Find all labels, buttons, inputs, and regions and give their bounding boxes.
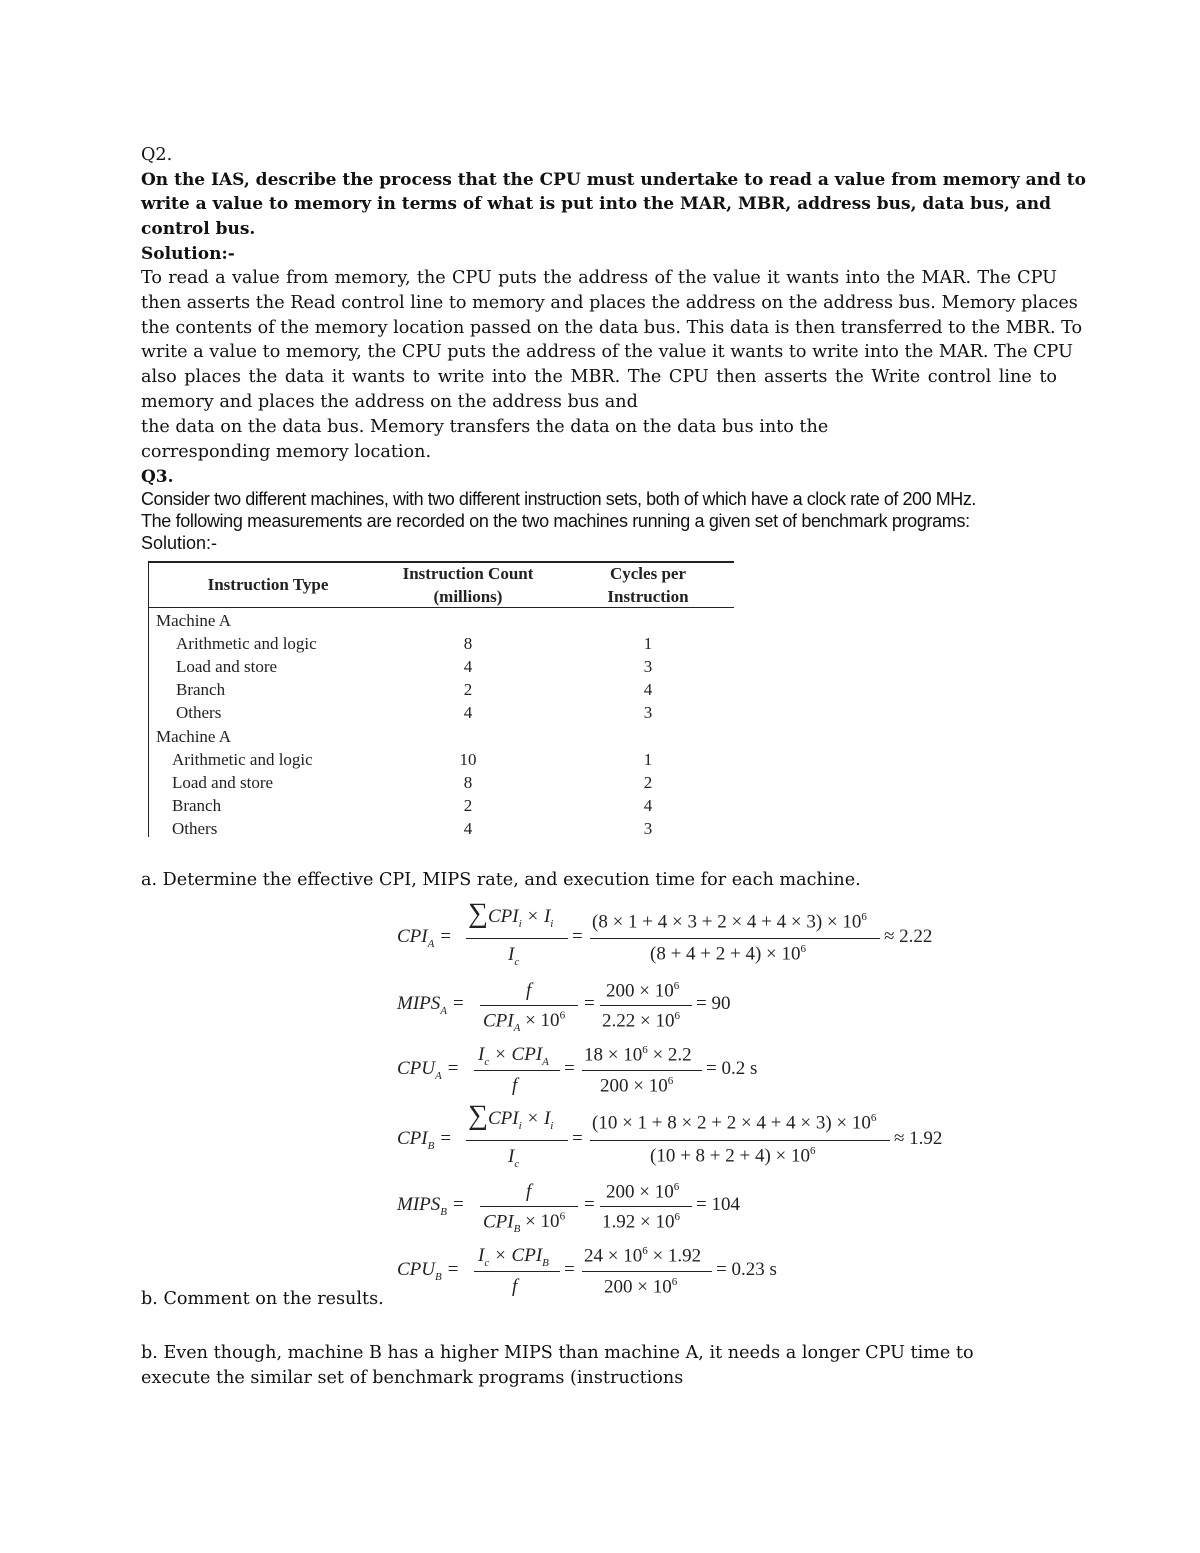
q2-answer-line-3: the contents of the memory location passed on the data bus. This data is then transferred to the MBR. To xyxy=(141,318,1083,338)
q2-answer-line-4: write a value to memory, the CPU puts the address of the value it wants to write into the MAR. The CPU xyxy=(141,342,1073,362)
q2-question-line-1: On the IAS, describe the process that the CPU must undertake to read a value from memory and to xyxy=(141,170,1087,190)
mips-b-num: f xyxy=(526,1181,532,1202)
cpi-b-numerator: $\sum CPI_i \times I_i$ xyxy=(468,1100,554,1132)
q2-answer-line-5: also places the data it wants to write into the MBR. The CPU then asserts the Write control line to xyxy=(141,367,1057,387)
row-cpi: 3 xyxy=(643,819,653,838)
q2-answer-line-6: memory and places the address on the address bus and xyxy=(141,392,638,412)
row-count: 8 xyxy=(463,773,473,792)
mips-a-num: f xyxy=(526,980,532,1001)
row-cpi: 1 xyxy=(643,634,653,653)
mips-b-num2: $200 \times 10^6$ xyxy=(606,1181,680,1203)
row-count: 4 xyxy=(463,819,473,838)
mips-b-den: $CPI_B \times 10^6$ xyxy=(483,1211,566,1236)
cpi-b-result: ≈ 1.92 xyxy=(894,1128,943,1149)
header-instruction-count: Instruction Count xyxy=(402,564,534,583)
cpi-a-bar xyxy=(466,938,568,939)
cpu-b-den: f xyxy=(512,1276,518,1297)
header-instruction-type: Instruction Type xyxy=(207,575,329,594)
cpu-a-bar2 xyxy=(582,1070,702,1071)
cpu-a-bar xyxy=(474,1070,560,1071)
cpu-a-eq: = xyxy=(564,1058,575,1079)
mips-b-result: = 104 xyxy=(696,1194,740,1215)
row-label: Branch xyxy=(172,796,222,815)
mips-a-eq: = xyxy=(584,993,595,1014)
q2-solution-label: Solution:- xyxy=(141,244,235,264)
header-instruction: Instruction xyxy=(607,587,689,606)
row-count: 10 xyxy=(459,750,477,769)
row-cpi: 1 xyxy=(643,750,653,769)
cpi-a-expanded-bar xyxy=(590,938,880,939)
row-count: 2 xyxy=(463,680,473,699)
group-machine-a-1: Machine A xyxy=(156,611,232,630)
cpi-b-denominator: $I_c$ xyxy=(508,1146,520,1170)
mips-b-lhs: $MIPS_B$ = xyxy=(397,1194,465,1218)
cpu-a-den2: $200 \times 10^6$ xyxy=(600,1075,674,1097)
cpu-b-lhs: $CPU_B$ = xyxy=(397,1259,460,1283)
header-cycles-per: Cycles per xyxy=(609,564,686,583)
cpu-a-lhs: $CPU_A$ = xyxy=(397,1058,460,1082)
mips-b-eq: = xyxy=(584,1194,595,1215)
q3-solution-label: Solution:- xyxy=(141,533,218,553)
part-a-question: a. Determine the effective CPI, MIPS rate, and execution time for each machine. xyxy=(141,870,861,890)
q3-label: Q3. xyxy=(141,467,174,487)
group-machine-a-2: Machine A xyxy=(156,727,232,746)
part-b-answer-line-1: b. Even though, machine B has a higher MIPS than machine A, it needs a longer CPU time to xyxy=(141,1343,974,1363)
row-label: Branch xyxy=(176,680,226,699)
q2-answer-line-2: then asserts the Read control line to memory and places the address on the address bus. Memory places xyxy=(141,293,1078,313)
instruction-table xyxy=(148,561,734,837)
cpi-b-bar xyxy=(466,1140,568,1141)
q2-label: Q2. xyxy=(141,145,173,165)
cpi-a-result: ≈ 2.22 xyxy=(884,926,933,947)
cpi-a-lhs: $CPI_A$ = xyxy=(397,926,452,950)
part-b-question: b. Comment on the results. xyxy=(141,1289,384,1309)
mips-a-den: $CPI_A \times 10^6$ xyxy=(483,1010,566,1035)
cpu-b-bar2 xyxy=(582,1271,712,1272)
q2-answer-line-7: the data on the data bus. Memory transfers the data on the data bus into the xyxy=(141,417,829,437)
q2-answer-line-1: To read a value from memory, the CPU puts the address of the value it wants into the MAR. The CPU xyxy=(141,268,1057,288)
cpi-b-eq: = xyxy=(572,1128,583,1149)
mips-a-lhs: $MIPS_A$ = xyxy=(397,993,465,1017)
header-millions: (millions) xyxy=(433,587,503,606)
row-cpi: 4 xyxy=(643,680,653,699)
cpu-b-num: $I_c \times CPI_B$ xyxy=(478,1245,549,1269)
row-count: 4 xyxy=(463,657,473,676)
q2-question-line-2: write a value to memory in terms of what is put into the MAR, MBR, address bus, data bus, and xyxy=(141,194,1052,214)
cpu-b-result: = 0.23 s xyxy=(716,1259,777,1280)
cpi-a-denominator: $I_c$ xyxy=(508,944,520,968)
mips-b-bar xyxy=(480,1206,578,1207)
row-cpi: 3 xyxy=(643,657,653,676)
cpu-b-num2: $24 \times 10^6 \times 1.92$ xyxy=(584,1245,702,1267)
mips-a-bar xyxy=(480,1005,578,1006)
row-label: Arithmetic and logic xyxy=(172,750,313,769)
cpu-a-den: f xyxy=(512,1075,518,1096)
row-label: Load and store xyxy=(176,657,278,676)
row-label: Others xyxy=(176,703,222,722)
mips-b-den2: $1.92 \times 10^6$ xyxy=(602,1211,680,1233)
row-cpi: 4 xyxy=(643,796,653,815)
cpu-b-eq: = xyxy=(564,1259,575,1280)
q3-intro-line-1: Consider two different machines, with two different instruction sets, both of which have a clock rate of 200 MHz. xyxy=(141,489,976,509)
mips-a-num2: $200 \times 10^6$ xyxy=(606,980,680,1002)
q2-answer-line-8: corresponding memory location. xyxy=(141,442,432,462)
table-left-rule xyxy=(148,561,149,837)
cpu-a-num: $I_c \times CPI_A$ xyxy=(478,1044,549,1068)
cpi-a-numerator: $\sum CPI_i \times I_i$ xyxy=(468,898,554,930)
part-b-answer-line-2: execute the similar set of benchmark programs (instructions xyxy=(141,1368,684,1388)
cpu-b-bar xyxy=(474,1271,560,1272)
row-count: 8 xyxy=(463,634,473,653)
cpi-b-lhs: $CPI_B$ = xyxy=(397,1128,452,1152)
cpi-b-expanded-bar xyxy=(590,1140,890,1141)
cpu-a-result: = 0.2 s xyxy=(706,1058,758,1079)
cpu-a-num2: $18 \times 10^6 \times 2.2$ xyxy=(584,1044,692,1066)
cpi-b-expanded-num: $(10 \times 1 + 8 \times 2 + 2 \times 4 + 4 \times 3) \times 10^6$ xyxy=(592,1112,877,1134)
row-cpi: 3 xyxy=(643,703,653,722)
cpi-b-expanded-den: $(10 + 8 + 2 + 4) \times 10^6$ xyxy=(650,1145,816,1167)
row-count: 2 xyxy=(463,796,473,815)
cpi-a-expanded-den: $(8 + 4 + 2 + 4) \times 10^6$ xyxy=(650,943,807,965)
row-label: Others xyxy=(172,819,218,838)
row-cpi: 2 xyxy=(643,773,653,792)
cpi-a-expanded-num: $(8 \times 1 + 4 \times 3 + 2 \times 4 + 4 \times 3) \times 10^6$ xyxy=(592,911,867,933)
row-count: 4 xyxy=(463,703,473,722)
mips-a-den2: $2.22 \times 10^6$ xyxy=(602,1010,680,1032)
cpi-a-eq: = xyxy=(572,926,583,947)
mips-a-bar2 xyxy=(600,1005,692,1006)
row-label: Arithmetic and logic xyxy=(176,634,317,653)
row-label: Load and store xyxy=(172,773,274,792)
q2-question-line-3: control bus. xyxy=(141,219,256,239)
q3-intro-line-2: The following measurements are recorded on the two machines running a given set of benchmark programs: xyxy=(141,511,970,531)
mips-a-result: = 90 xyxy=(696,993,731,1014)
cpu-b-den2: $200 \times 10^6$ xyxy=(604,1276,678,1298)
mips-b-bar2 xyxy=(600,1206,692,1207)
